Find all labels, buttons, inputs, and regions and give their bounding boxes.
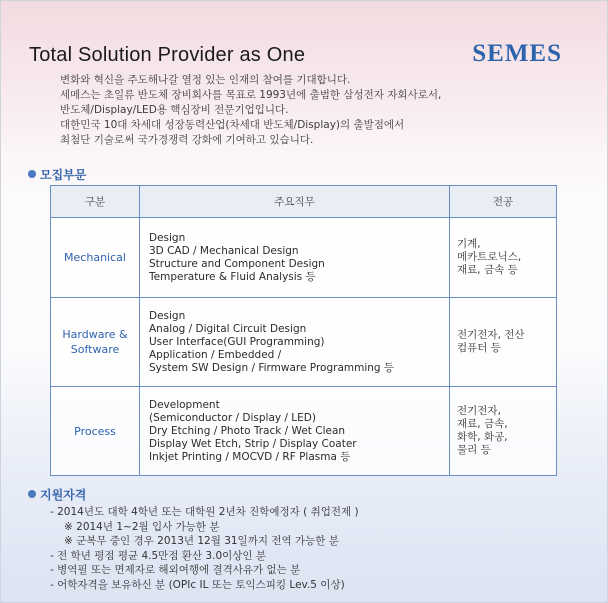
major-cell (450, 387, 557, 476)
duty-line: 3D CAD / Mechanical Design (149, 244, 299, 257)
qualification-note: ※ 2014년 1~2월 입사 가능한 분 (64, 520, 220, 533)
qualification-heading-text: 지원자격 (40, 488, 87, 502)
category-cell (51, 387, 140, 476)
duty-line: Temperature & Fluid Analysis 등 (149, 270, 316, 283)
major-line: 물리 등 (457, 444, 491, 456)
duty-line: System SW Design / Firmware Programming 등 (149, 361, 395, 374)
qualification-heading (28, 486, 86, 503)
duty-line: Analog / Digital Circuit Design (149, 322, 307, 335)
qualification-item: - 어학자격을 보유하신 분 (OPIc IL 또는 토익스피킹 Lev.5 이상) (50, 578, 345, 591)
duty-line: Design (149, 309, 186, 322)
category-label: Software (70, 343, 120, 356)
major-line: 기계, (457, 238, 481, 250)
qualification-note: ※ 군복무 중인 경우 2013년 12월 31일까지 전역 가능한 분 (64, 535, 339, 547)
major-line: 전기전자, (457, 405, 501, 417)
table-header-row (51, 186, 557, 218)
duty-line: Development (149, 398, 220, 411)
table-row (51, 298, 557, 387)
duties-cell (140, 218, 450, 298)
duties-cell (140, 298, 450, 387)
major-cell (450, 218, 557, 298)
column-header-duties: 주요직무 (140, 186, 450, 218)
duty-line: Structure and Component Design (149, 257, 325, 270)
duty-line: Inkjet Printing / MOCVD / RF Plasma 등 (149, 450, 351, 463)
qualification-item: - 2014년도 대학 4학년 또는 대학원 2년차 진학예정자 ( 취업전제 ) (50, 506, 359, 518)
recruit-heading-text: 모집부문 (40, 168, 87, 182)
category-label: Hardware & (62, 328, 128, 341)
column-header-category: 구분 (51, 186, 140, 218)
intro-line: 세메스는 초일류 반도체 장비회사를 목표로 1993년에 출범한 삼성전자 자회사로서, (60, 89, 442, 101)
table-row (51, 387, 557, 476)
category-label: Mechanical (64, 251, 126, 264)
major-line: 메카트로닉스, (457, 251, 522, 263)
column-header-major: 전공 (450, 186, 557, 218)
bullet-icon (28, 170, 36, 178)
page-title: Total Solution Provider as One (29, 44, 306, 66)
major-line: 재료, 금속 등 (457, 264, 518, 276)
duty-line: Dry Etching / Photo Track / Wet Clean (149, 424, 346, 437)
duty-line: Application / Embedded / (149, 348, 282, 361)
qualification-item: - 전 학년 평점 평균 4.5만점 환산 3.0이상인 분 (50, 549, 267, 562)
category-label: Process (74, 424, 116, 438)
recruit-table (50, 185, 557, 476)
major-line: 컴퓨터 등 (457, 342, 501, 354)
major-line: 재료, 금속, (457, 418, 508, 430)
category-cell (51, 298, 140, 387)
intro-line: 대한민국 10대 차세대 성장동력산업(차세대 반도체/Display)의 출발점에서 (60, 119, 405, 131)
duty-line: (Semiconductor / Display / LED) (149, 411, 316, 424)
intro-line: 반도체/Display/LED용 핵심장비 전문기업입니다. (60, 104, 289, 116)
qualification-item: - 병역필 또는 면제자로 해외여행에 결격사유가 없는 분 (50, 564, 301, 576)
recruit-heading (28, 166, 86, 183)
major-line: 화학, 화공, (457, 431, 508, 443)
major-line: 전기전자, 전산 (457, 329, 525, 341)
duty-line: User Interface(GUI Programming) (149, 335, 325, 348)
duties-cell (140, 387, 450, 476)
intro-line: 최첨단 기술로써 국가경쟁력 강화에 기여하고 있습니다. (60, 134, 314, 146)
major-cell (450, 298, 557, 387)
intro-paragraph (60, 73, 580, 148)
bullet-icon (28, 490, 36, 498)
duty-line: Display Wet Etch, Strip / Display Coater (149, 437, 357, 450)
intro-line: 변화와 혁신을 주도해나갈 열정 있는 인재의 참여를 기대합니다. (60, 74, 351, 86)
semes-logo: SEMES (472, 40, 562, 67)
table-row (51, 218, 557, 298)
category-cell (51, 218, 140, 298)
duty-line: Design (149, 231, 186, 244)
qualification-list (50, 505, 359, 592)
